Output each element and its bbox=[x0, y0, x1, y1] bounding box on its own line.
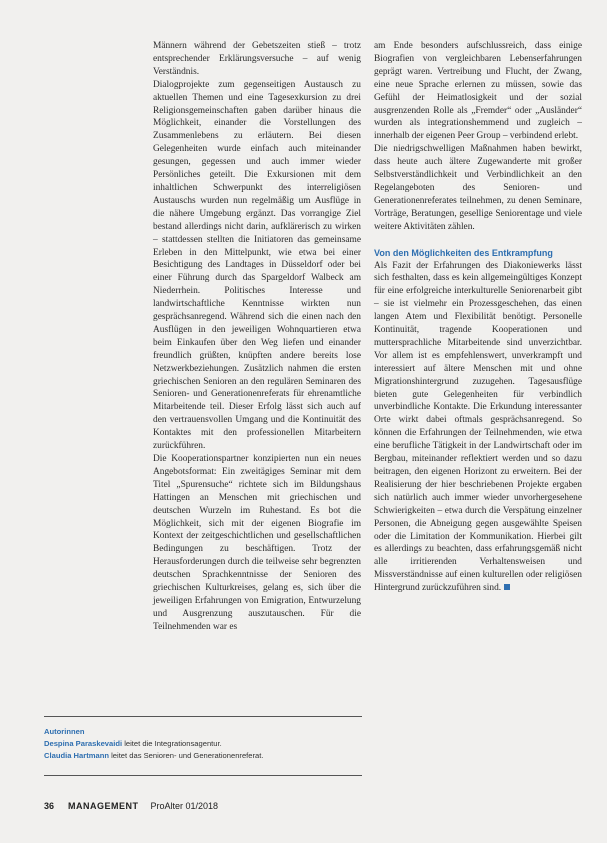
paragraph: Die niedrigschwelligen Maßnahmen haben bewirkt, dass heute auch ältere Zugewanderte mit großer Selbstverständlichkeit und Verbindlichkeit an den Regelangeboten des Senioren- und Generationenreferates teilnehmen, zu denen Seminare, Vorträge, Beratungen, gesellige Seniorentage und viele weitere Aktivitäten zählen. bbox=[374, 144, 582, 232]
author-role: leitet das Senioren- und Generationenreferat. bbox=[108, 751, 264, 760]
section-heading: Von den Möglichkeiten des Entkrampfung bbox=[374, 247, 553, 258]
page-number: 36 bbox=[44, 801, 55, 811]
author-role: leitet die Integrationsagentur. bbox=[122, 739, 222, 748]
author-entry bbox=[44, 738, 374, 750]
article-left-column bbox=[153, 40, 361, 634]
authors-title: Autorinnen bbox=[44, 727, 85, 736]
paragraph: am Ende besonders aufschlussreich, dass einige Biografien von vergleichbaren Lebenserfahrungen geprägt waren. Vertreibung und Flucht, der Zwang, eine neue Sprache erlernen zu müssen, sowie das Gefühl der Heimatlosigkeit und der sozial ausgrenzenden Rolle als „Fremder“ oder „Ausländer“ wurden als integrationshemmend und zugleich – innerhalb der eigenen Peer Group – verbindend erlebt. bbox=[374, 41, 582, 142]
authors-divider-top bbox=[44, 716, 362, 717]
paragraph: Die Kooperationspartner konzipierten nun ein neues Angebotsformat: Ein zweitägiges Seminar mit dem Titel „Spurensuche“ richtete sich im Bildungshaus Hattingen an Menschen mit griechischen und deutschen Wurzeln im Ruhestand. Es bot die Möglichkeit, sich mit der eigenen Biografie im Kontext der zeitgeschichtlichen und gesellschaftlichen Bedingungen zu beschäftigen. Trotz der Herausforderungen durch die teilweise sehr begrenzten deutschen Sprachkenntnisse der Senioren des griechischen Kulturkreises, gelang es, sich über die jeweiligen Erfahrungen von Emigration, Entwurzelung und Ausgrenzung auszutauschen. Für die Teilnehmenden war es bbox=[153, 454, 361, 632]
author-name: Claudia Hartmann bbox=[44, 751, 109, 760]
footer-section: MANAGEMENT bbox=[68, 801, 139, 811]
authors-divider-bottom bbox=[44, 775, 362, 776]
paragraph-final-text: Als Fazit der Erfahrungen des Diakoniewerks lässt sich festhalten, dass es kein allgemeingültiges Konzept für eine erfolgreiche interkulturelle Seniorenarbeit gibt – sie ist vielmehr ein Prozessgeschehen, das einen langen Atem und Flexibilität benötigt. Personelle Kontinuität, tragende Kooperationen und muttersprachliche Mitarbeitende sind unverzichtbar. Vor allem ist es empfehlenswert, unverkrampft und interessiert auf ältere Menschen mit und ohne Migrationshintergrund zuzugehen. Tagesausflüge bieten gute Gelegenheiten für verbindlich unverbindliche Kontakte. Die Erkundung interessanter Orte wirkt dabei oftmals gesprächsanregend. So können die Erfahrungen der Teilnehmenden, wie etwa eine berufliche Tätigkeit in der Landwirtschaft oder im Bergbau, miteinander reflektiert werden und so dazu beitragen, den eigenen Horizont zu erweitern. Bei der Realisierung der hier beschriebenen Projekte ergaben sich natürlich auch immer wieder unvorhergesehene Schwierigkeiten – etwa durch die Verspätung einzelner Personen, die Abneigung gegen ausgewählte Speisen oder die Limitation der Kommunikation. Hierbei gilt es allerdings zu beachten, dass erfahrungsgemäß nicht alle irritierenden Verhaltensweisen und Missverständnisse auf einen kulturellen oder religiösen Hintergrund zurückzuführen sind. bbox=[374, 260, 582, 594]
paragraph-final bbox=[374, 260, 582, 596]
author-entry bbox=[44, 750, 374, 762]
article-right-column bbox=[374, 40, 582, 595]
authors-box bbox=[44, 726, 374, 762]
footer-issue: ProAlter 01/2018 bbox=[150, 801, 219, 811]
page-footer bbox=[44, 801, 218, 811]
paragraph: Männern während der Gebetszeiten stieß – trotz entsprechender Erklärungsversuche – auf wenig Verständnis. bbox=[153, 41, 361, 77]
paragraph: Dialogprojekte zum gegenseitigen Austausch zu aktuellen Themen und eine Tagesexkursion zu drei Religionsgemeinschaften gaben darüber hinaus die Möglichkeit, einander die Vorstellungen des Zusammenlebens zu erläutern. Bei diesen Gelegenheiten wurde einfach auch miteinander gesungen, gegessen und auch immer wieder Persönliches geteilt. Die Exkursionen mit dem inhaltlichen Schwerpunkt des interreligiösen Austauschs wurden nun regelmäßig um Ausflüge in die nähere Umgebung ergänzt. Das vorrangige Ziel bestand allerdings nicht darin, aufklärerisch zu wirken – stattdessen stellten die Initiatoren das gemeinsame Erleben in den Mittelpunkt, wie etwa bei einer Besichtigung des Landtages in Düsseldorf oder bei einer Führung durch das Spargeldorf Walbeck am Niederrhein. Politisches Interesse und landwirtschaftliche Kenntnisse wirkten nun gesprächsanregend. Während sich die einen nach den Ausflügen in den jeweiligen Wohnquartieren etwa beim Einkaufen über den Weg liefen und einander freundlich grüßten, knüpften andere bereits lose Netzwerkbeziehungen. Zusätzlich nahmen die ersten griechischen Senioren an den regulären Seminaren des Senioren- und Generationenreferats für ehrenamtliche Mitarbeitende teil. Dieser Erfolg lässt sich auch auf den vertrauensvollen Umgang und die Kontinuität des Kontaktes mit den professionellen Mitarbeitern zurückführen. bbox=[153, 79, 361, 452]
author-name: Despina Paraskevaidi bbox=[44, 739, 123, 748]
end-of-article-square-icon bbox=[504, 584, 510, 590]
